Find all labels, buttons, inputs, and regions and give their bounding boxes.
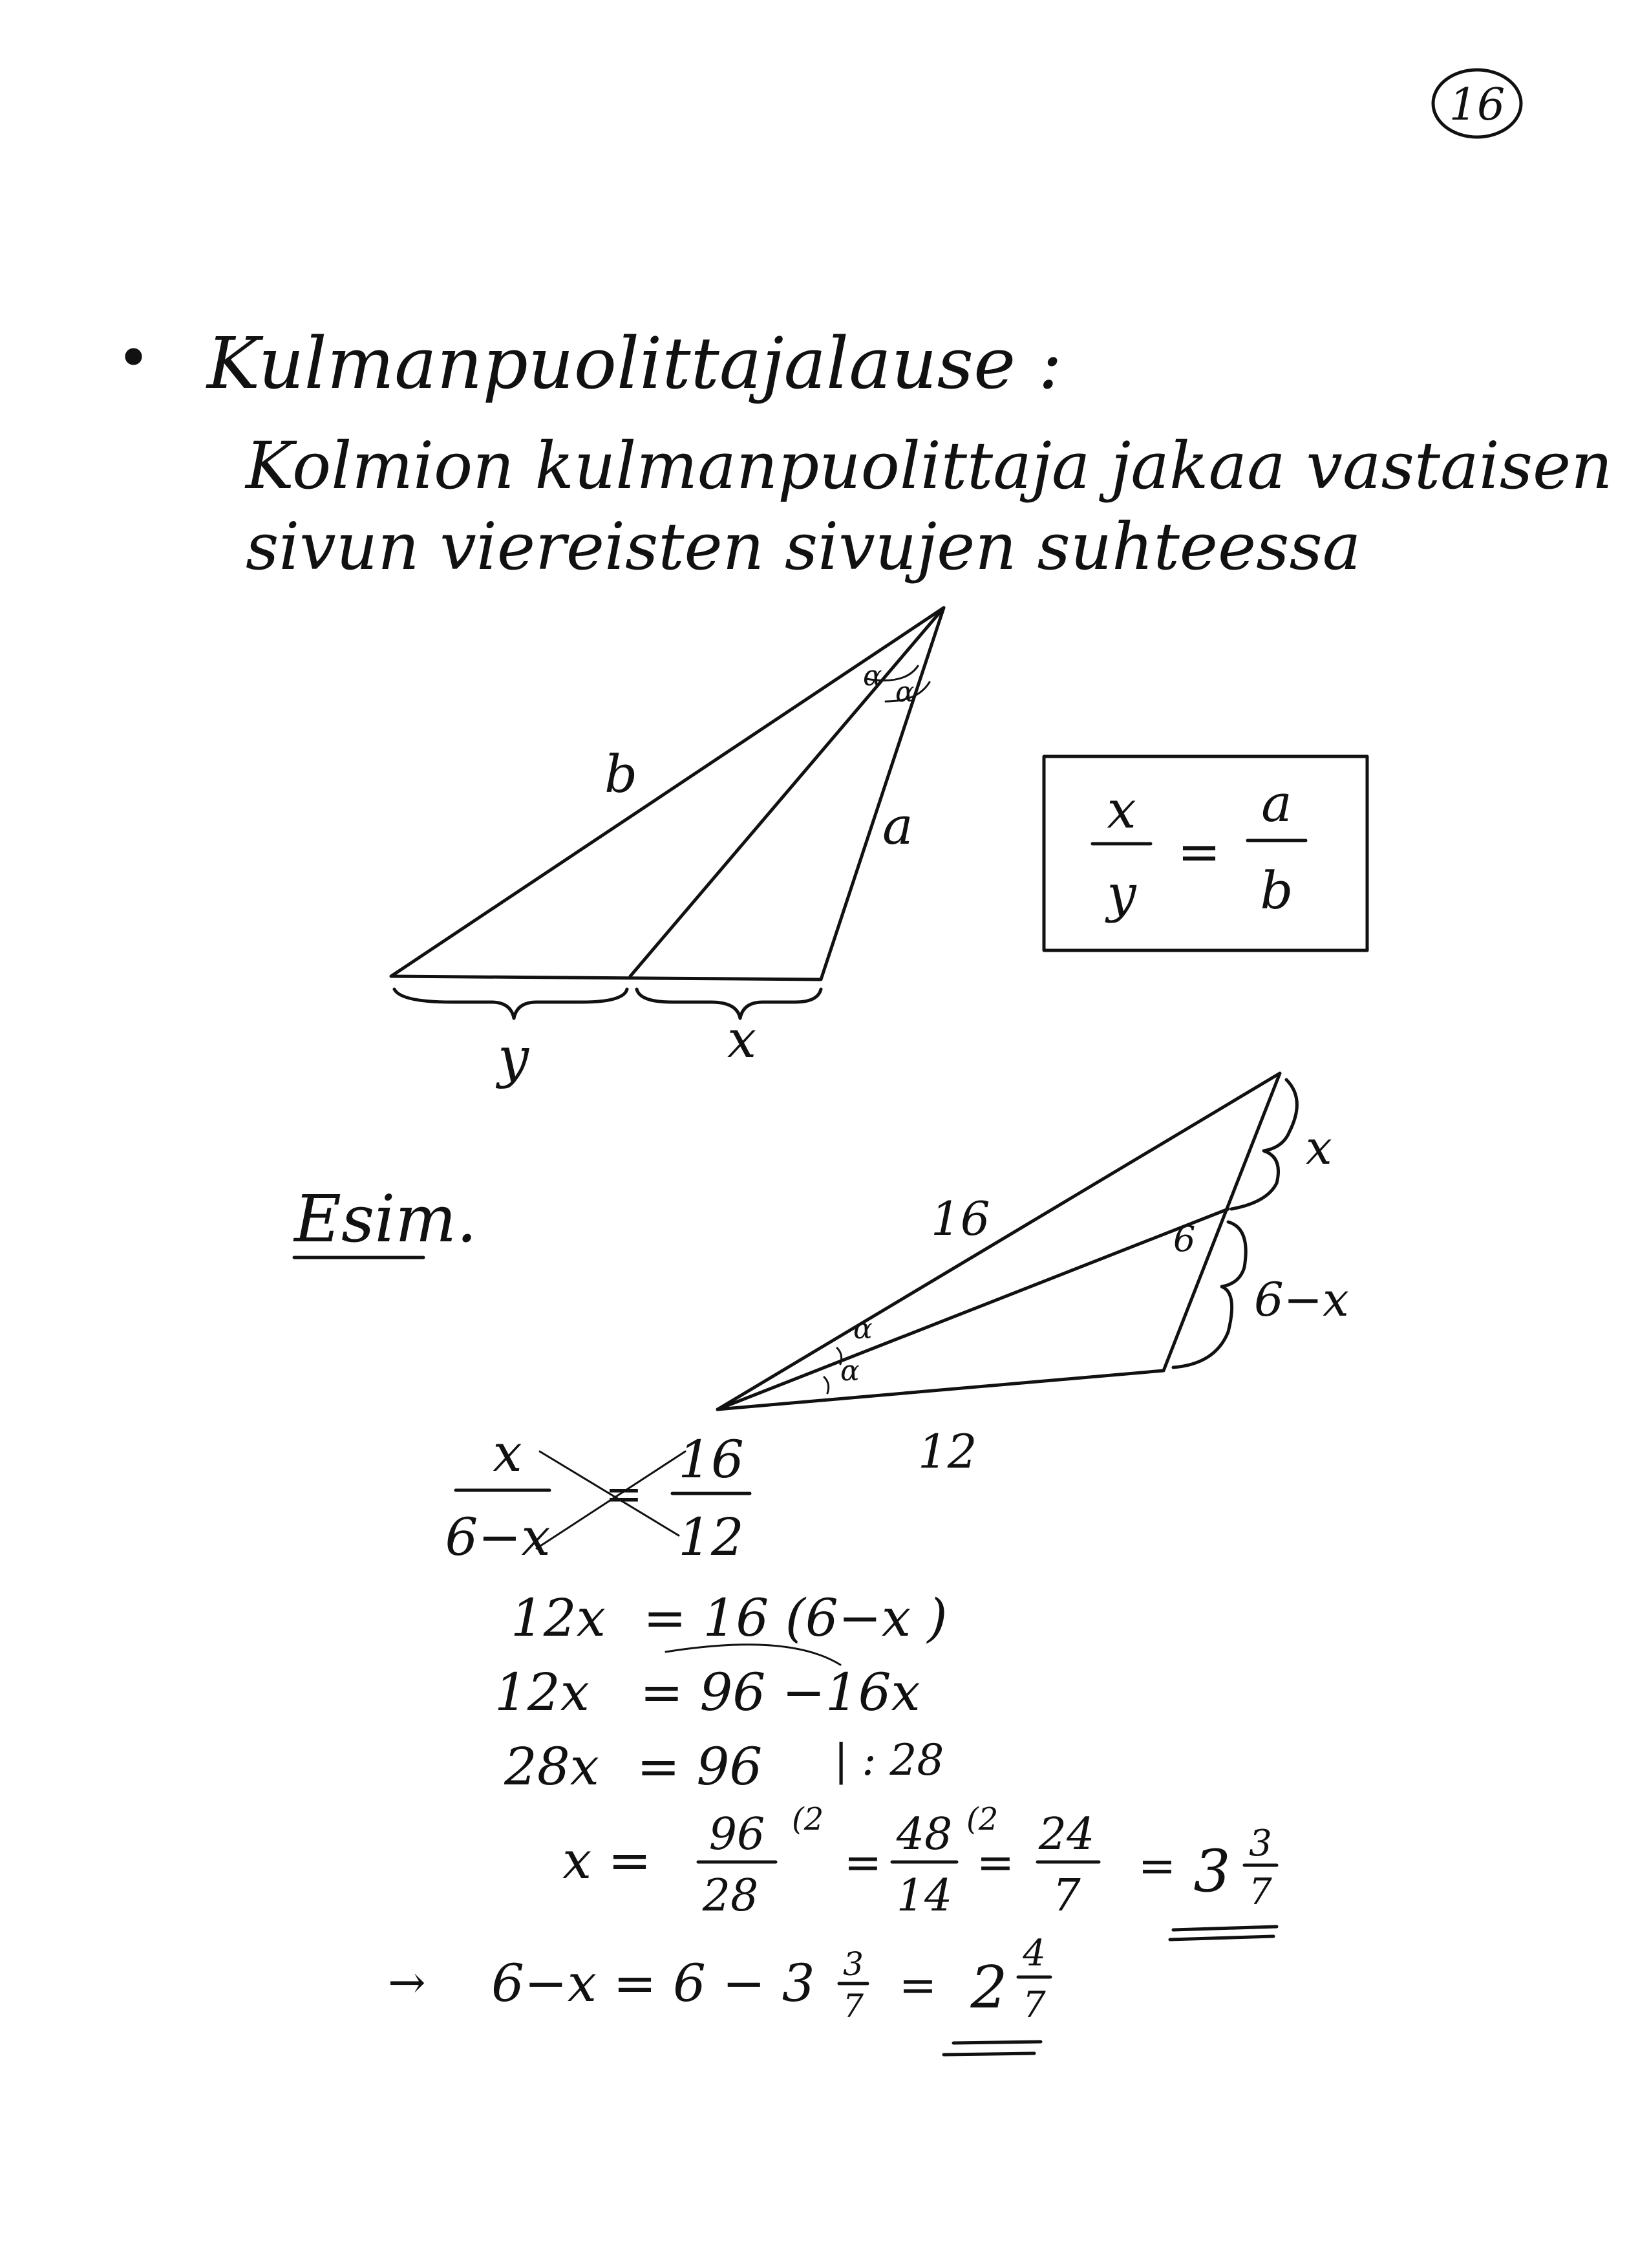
side-label-b: b [604, 744, 638, 804]
formula-box [1044, 756, 1367, 950]
theorem-statement-line-2: sivun viereisten sivujen suhteessa [246, 509, 1361, 584]
example-label: Esim. [294, 1181, 477, 1257]
segment-label-y: y [498, 1026, 529, 1090]
brace-example-x [1231, 1080, 1297, 1209]
fraction-1-denominator: 28 [702, 1870, 759, 1921]
result-remaining-denominator: 7 [1023, 1984, 1046, 2026]
proportion-numerator-right: 16 [678, 1429, 744, 1490]
result-remaining-whole: 2 [970, 1954, 1008, 2022]
fraction-1-reduction: (2 [792, 1801, 824, 1837]
theorem-heading [116, 322, 1613, 584]
fraction-3-denominator: 7 [1052, 1870, 1081, 1921]
example-side-label-6: 6 [1173, 1219, 1196, 1259]
result-remaining-underline-2 [944, 2053, 1034, 2055]
cross-line-2 [537, 1451, 685, 1548]
formula-numerator-right: a [1261, 773, 1292, 833]
angle-label-2: α [895, 676, 915, 709]
angle-label-1: α [863, 659, 882, 692]
step-4-left: x = [562, 1830, 652, 1890]
fraction-3-numerator: 24 [1038, 1809, 1095, 1860]
step-4-equals-2: = [976, 1836, 1015, 1889]
fraction-1-numerator: 96 [708, 1809, 765, 1860]
step-5-numerator: 3 [843, 1945, 864, 1983]
step-3-right: = 96 [637, 1737, 763, 1797]
step-2-left: 12x [495, 1662, 590, 1722]
example-triangle-outline [718, 1073, 1280, 1409]
page-number [1433, 70, 1521, 137]
angle-bisector [630, 608, 944, 976]
segment-label-x: x [727, 1009, 757, 1069]
step-5-text: 6−x = 6 − 3 [491, 1953, 815, 2013]
proportion-denominator-left: 6−x [445, 1507, 551, 1567]
solution-steps [388, 1588, 1277, 2055]
step-1-left: 12x [511, 1588, 606, 1648]
theorem-title: Kulmanpuolittajalause : [207, 322, 1063, 405]
example-segment-label-6-minus-x: 6−x [1254, 1272, 1349, 1327]
step-5-denominator: 7 [843, 1987, 864, 2025]
cross-line-1 [540, 1451, 679, 1535]
step-3-note: | : 28 [834, 1735, 944, 1785]
proportion [445, 1423, 750, 1567]
result-x-underline-1 [1173, 1927, 1277, 1930]
bullet: • [116, 325, 151, 392]
theorem-statement-line-1: Kolmion kulmanpuolittaja jakaa vastaisen [246, 428, 1613, 504]
step-5-equals: = [899, 1959, 937, 2012]
proportion-denominator-right: 12 [678, 1507, 744, 1567]
step-1-right: = 16 (6−x ) [643, 1588, 948, 1648]
step-2-right: = 96 −16x [640, 1662, 920, 1722]
formula-denominator-left: y [1107, 864, 1136, 924]
formula-denominator-right: b [1260, 861, 1293, 921]
brace-y [394, 989, 627, 1018]
example-side-label-12: 12 [918, 1424, 977, 1479]
step-5-arrow: → [388, 1956, 426, 2009]
example-side-label-16: 16 [931, 1192, 990, 1246]
result-x-whole: 3 [1193, 1837, 1231, 1905]
example-angle-label-1: α [853, 1312, 873, 1345]
example-angle-label-2: α [840, 1354, 860, 1387]
result-remaining-underline-1 [953, 2042, 1041, 2043]
step-4-equals-1: = [844, 1836, 882, 1889]
formula-numerator-left: x [1107, 780, 1136, 840]
side-label-a: a [882, 796, 913, 856]
proportion-equals: = [604, 1468, 643, 1521]
formula-equals: = [1177, 822, 1221, 882]
result-x-underline-2 [1170, 1936, 1273, 1940]
step-3-left: 28x [504, 1737, 599, 1797]
triangle-outline [391, 608, 944, 979]
fraction-2-numerator: 48 [896, 1809, 953, 1860]
proportion-numerator-left: x [493, 1423, 522, 1483]
example-segment-label-x: x [1306, 1120, 1332, 1175]
example-triangle [718, 1073, 1349, 1479]
fraction-2-denominator: 14 [896, 1870, 953, 1921]
step-4-equals-3: = [1138, 1839, 1176, 1892]
example-angle-arc-2 [824, 1377, 829, 1393]
fraction-2-reduction: (2 [966, 1801, 999, 1837]
result-x-numerator: 3 [1249, 1823, 1272, 1865]
theorem-triangle [391, 608, 944, 1090]
page-number-text: 16 [1449, 80, 1505, 131]
example-label-group [293, 1181, 477, 1257]
result-remaining-numerator: 4 [1023, 1932, 1046, 1974]
result-x-denominator: 7 [1249, 1871, 1272, 1913]
